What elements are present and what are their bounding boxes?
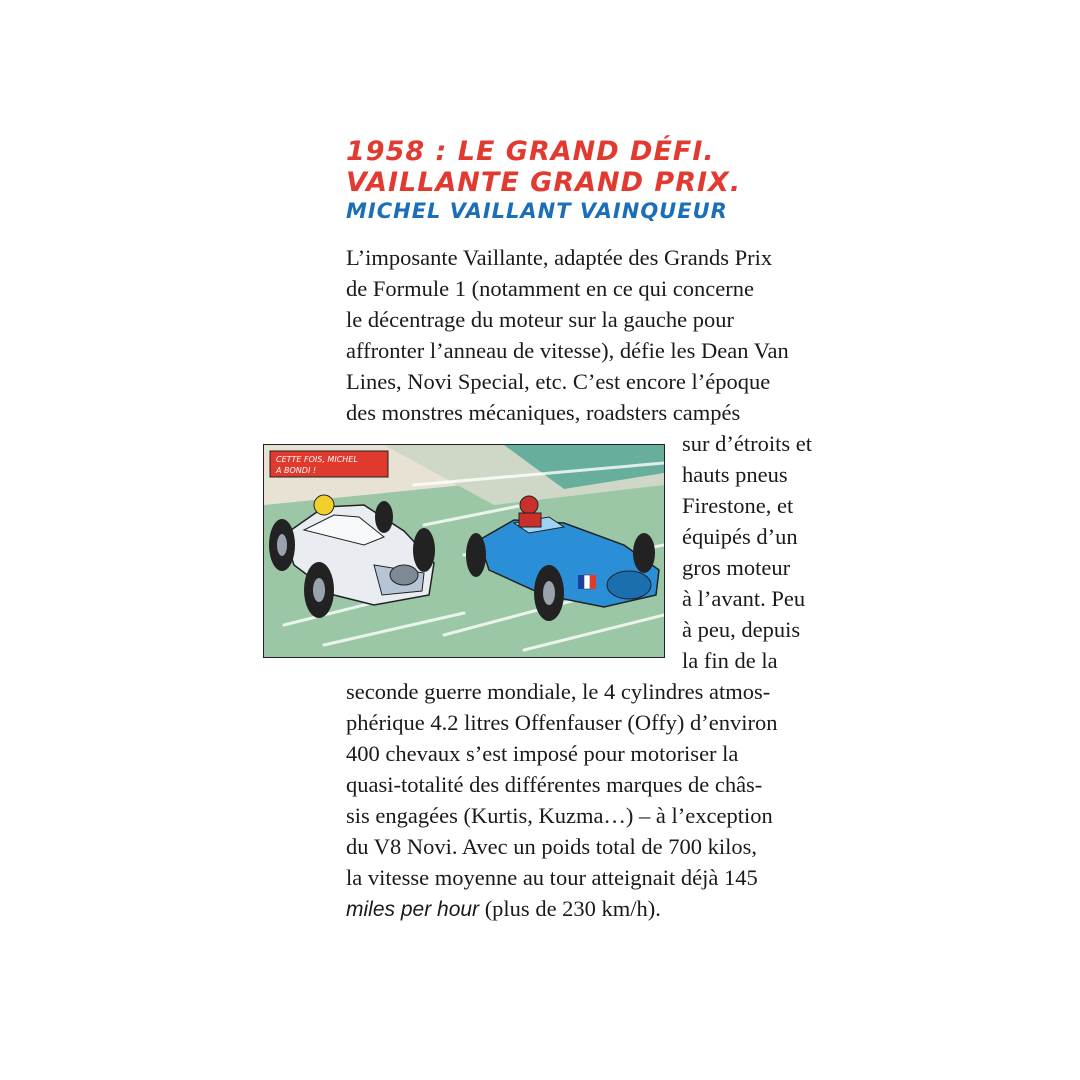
body-line: seconde guerre mondiale, le 4 cylindres atmos-: [346, 679, 771, 704]
body-line: des monstres mécaniques, roadsters campés: [346, 400, 741, 425]
body-line: 400 chevaux s’est imposé pour motoriser la: [346, 741, 739, 766]
body-line: à peu, depuis: [682, 617, 801, 642]
body-line: phérique 4.2 litres Offenfauser (Offy) d’environ: [346, 710, 778, 735]
body-line: affronter l’anneau de vitesse), défie les Dean Van: [346, 338, 789, 363]
body-line: gros moteur: [682, 555, 791, 580]
comic-panel-illustration: [263, 444, 665, 658]
heading-line-3: MICHEL VAILLANT VAINQUEUR: [346, 199, 728, 223]
article-heading: [346, 136, 866, 225]
caption-text-1: CETTE FOIS, MICHEL: [276, 455, 358, 464]
body-line: L’imposante Vaillante, adaptée des Grands Prix: [346, 245, 773, 270]
body-line: du V8 Novi. Avec un poids total de 700 kilos,: [346, 834, 758, 859]
body-line-last: [346, 893, 846, 924]
body-line: sis engagées (Kurtis, Kuzma…) – à l’exception: [346, 803, 773, 828]
body-line: à l’avant. Peu: [682, 586, 806, 611]
body-line: quasi-totalité des différentes marques de châs-: [346, 772, 763, 797]
body-line: le décentrage du moteur sur la gauche pour: [346, 307, 734, 332]
body-line: de Formule 1 (notamment en ce qui concerne: [346, 276, 754, 301]
caption-text-2: A BONDI !: [276, 466, 317, 475]
body-line: Lines, Novi Special, etc. C’est encore l’époque: [346, 369, 771, 394]
body-line: équipés d’un: [682, 524, 798, 549]
italic-phrase: miles per hour: [346, 898, 480, 921]
heading-line-1: 1958 : LE GRAND DÉFI.: [346, 136, 715, 167]
body-line: la vitesse moyenne au tour atteignait déjà 145: [346, 865, 758, 890]
body-line: hauts pneus: [682, 462, 788, 487]
body-line: Firestone, et: [682, 493, 794, 518]
last-line-rest: (plus de 230 km/h).: [479, 896, 661, 921]
body-line: la fin de la: [682, 648, 778, 673]
body-line: sur d’étroits et: [682, 431, 812, 456]
heading-line-2: VAILLANTE GRAND PRIX.: [346, 167, 742, 198]
